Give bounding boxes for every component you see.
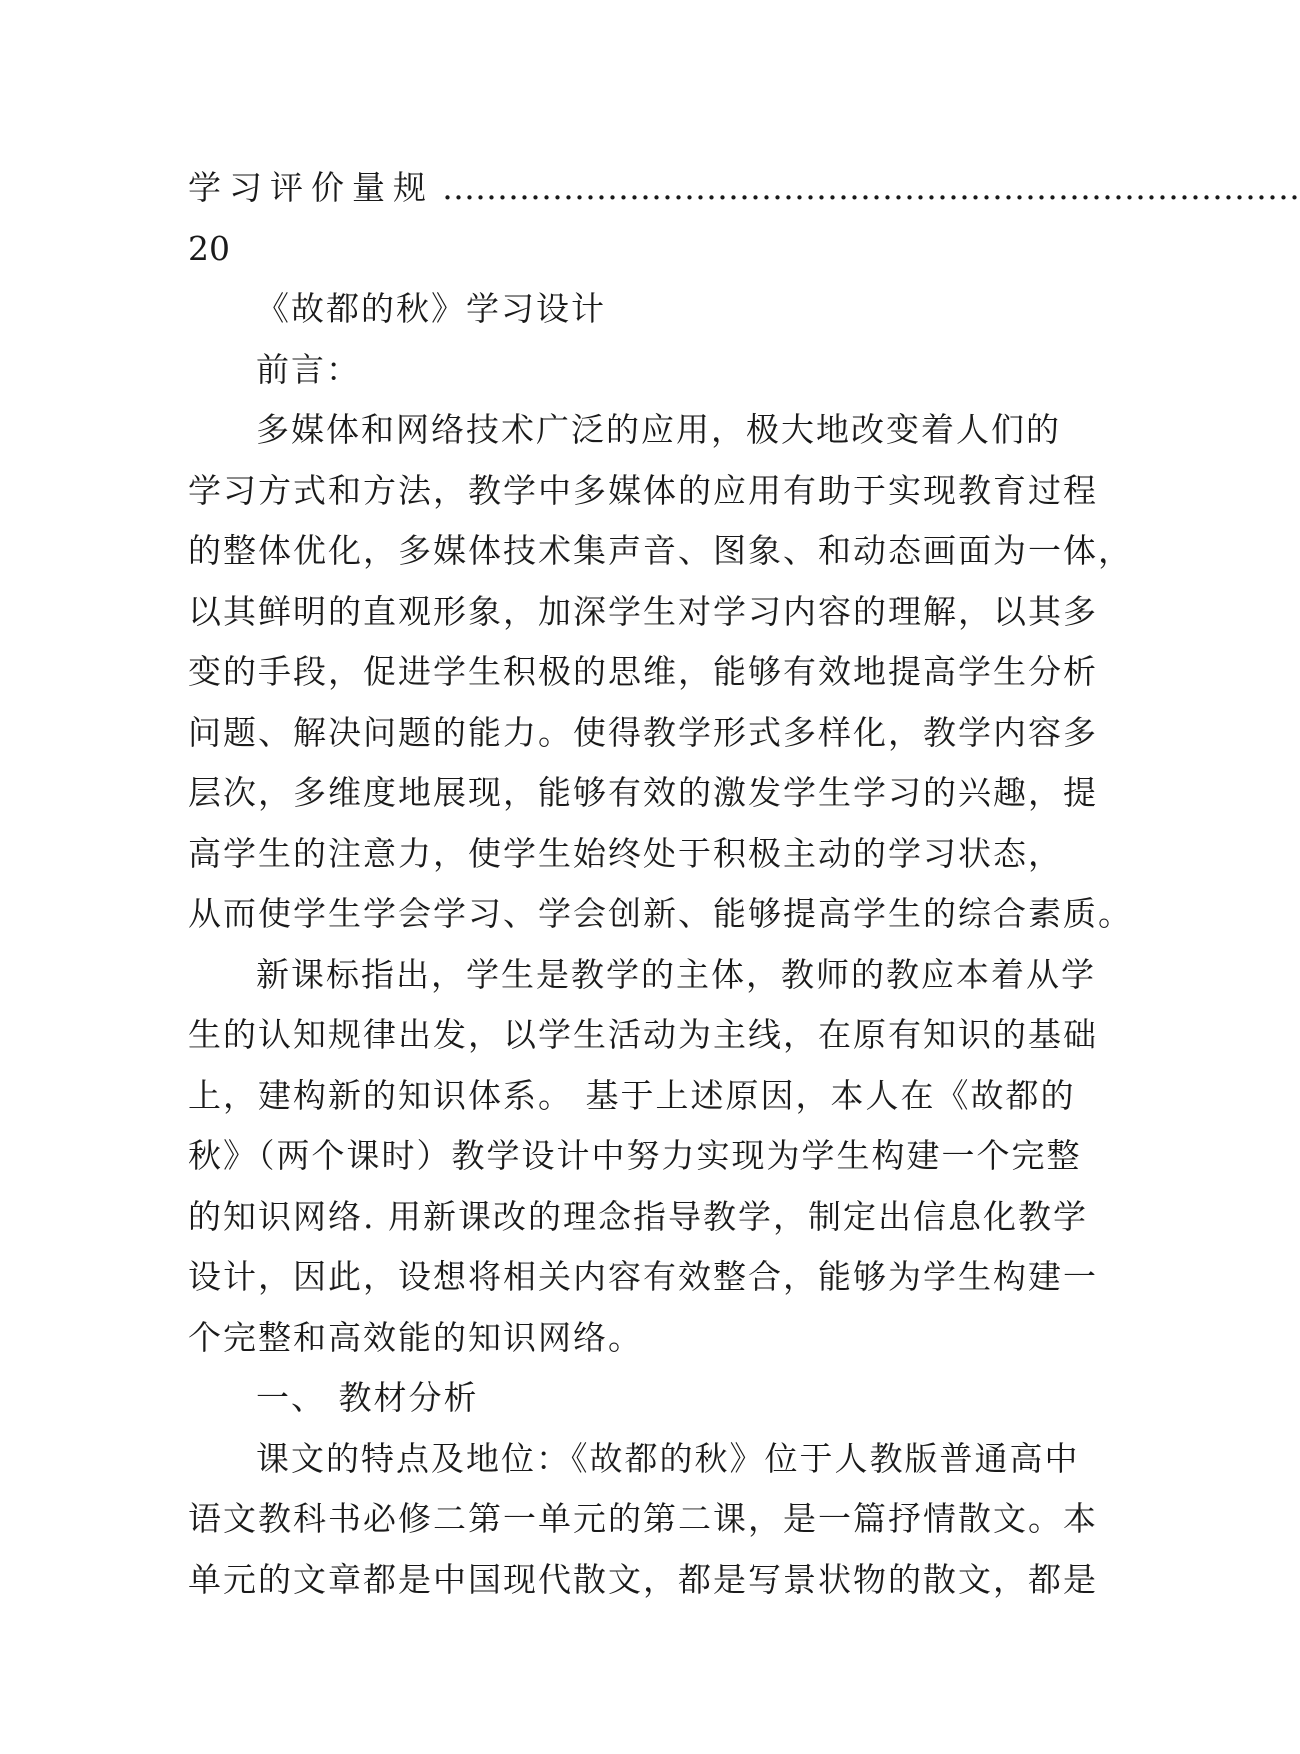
- paragraph-line: 秋》（两个课时）教学设计中努力实现为学生构建一个完整: [188, 1136, 1082, 1175]
- paragraph-line: 上，建构新的知识体系。 基于上述原因，本人在《故都的: [188, 1075, 1076, 1115]
- preface-label: 前言：: [256, 349, 361, 389]
- toc-page-number: 20: [188, 228, 230, 268]
- paragraph-line: 设计，因此，设想将相关内容有效整合，能够为学生构建一: [188, 1257, 1098, 1296]
- section-heading: 一、 教材分析: [256, 1378, 479, 1417]
- toc-entry: [188, 158, 1300, 219]
- paragraph-2: [188, 945, 1098, 1369]
- paragraph-line: 语文教科书必修二第一单元的第二课，是一篇抒情散文。本: [188, 1499, 1098, 1538]
- paragraph-line: 从而使学生学会学习、学会创新、能够提高学生的综合素质。: [188, 894, 1133, 933]
- paragraph-line: 高学生的注意力，使学生始终处于积极主动的学习状态，: [188, 833, 1063, 873]
- document-page: [188, 158, 1300, 1610]
- paragraph-line: 的整体优化，多媒体技术集声音、图象、和动态画面为一体，: [188, 531, 1133, 570]
- paragraph-line: 问题、解决问题的能力。使得教学形式多样化，教学内容多: [188, 712, 1098, 752]
- paragraph-line: 个完整和高效能的知识网络。: [188, 1317, 643, 1357]
- paragraph-line: 的知识网络. 用新课改的理念指导教学，制定出信息化教学: [188, 1196, 1088, 1236]
- paragraph-line: 生的认知规律出发，以学生活动为主线，在原有知识的基础: [188, 1015, 1098, 1054]
- paragraph-line: 课文的特点及地位：《故都的秋》位于人教版普通高中: [256, 1438, 1080, 1478]
- paragraph-1: [188, 400, 1133, 945]
- document-title: 《故都的秋》学习设计: [256, 289, 606, 328]
- paragraph-line: 变的手段，促进学生积极的思维，能够有效地提高学生分析: [188, 652, 1098, 691]
- paragraph-line: 多媒体和网络技术广泛的应用，极大地改变着人们的: [256, 410, 1061, 449]
- toc-title: 学习评价量规: [188, 168, 434, 207]
- paragraph-3: [188, 1429, 1098, 1611]
- paragraph-line: 学习方式和方法，教学中多媒体的应用有助于实现教育过程: [188, 470, 1098, 510]
- paragraph-line: 新课标指出，学生是教学的主体，教师的教应本着从学: [256, 954, 1096, 994]
- paragraph-line: 层次，多维度地展现，能够有效的激发学生学习的兴趣，提: [188, 773, 1098, 812]
- paragraph-line: 单元的文章都是中国现代散文，都是写景状物的散文，都是: [188, 1559, 1098, 1599]
- paragraph-line: 以其鲜明的直观形象，加深学生对学习内容的理解，以其多: [188, 591, 1098, 631]
- toc-leader-dots: ……………………………………………………………………: [442, 168, 1300, 207]
